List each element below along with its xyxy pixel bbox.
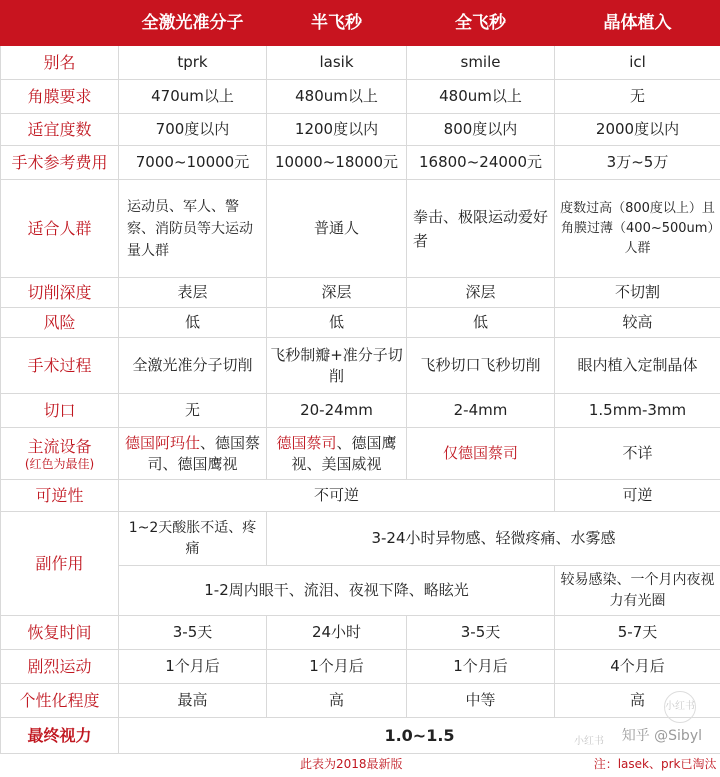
row-label: 个性化程度 [1,684,119,718]
cell: 较高 [555,308,720,338]
row-label [1,428,119,480]
cell: 低 [119,308,267,338]
cell: 4个月后 [555,650,720,684]
cell [267,428,407,480]
row-label: 可逆性 [1,480,119,512]
cell: 24小时 [267,616,407,650]
row-label: 恢复时间 [1,616,119,650]
cell: 470um以上 [119,80,267,114]
cell-merged: 不可逆 [119,480,555,512]
row-alias [1,46,720,80]
header-corner [1,1,119,46]
cell: 20-24mm [267,394,407,428]
cell: 2000度以内 [555,114,720,146]
cell: tprk [119,46,267,80]
cell: 1~2天酸胀不适、疼痛 [119,512,267,566]
cell: 中等 [407,684,555,718]
row-label: 副作用 [1,512,119,616]
row-label: 风险 [1,308,119,338]
cell: 飞秒切口飞秒切削 [407,338,555,394]
cell: 深层 [267,278,407,308]
cell: 低 [267,308,407,338]
cell: 7000~10000元 [119,146,267,180]
row-label: 适宜度数 [1,114,119,146]
cell: 1.5mm-3mm [555,394,720,428]
row-label: 角膜要求 [1,80,119,114]
cell: 高 [555,684,720,718]
row-incision [1,394,720,428]
cell: smile [407,46,555,80]
row-vision [1,718,720,754]
cell: 度数过高（800度以上）且角膜过薄（400~500um）人群 [555,180,720,278]
device-label: 主流设备 [27,436,92,456]
cell: 运动员、军人、警察、消防员等大运动量人群 [119,180,267,278]
row-crowd [1,180,720,278]
cell-merged: 3-24小时异物感、轻微疼痛、水雾感 [267,512,720,566]
watermark-small: 小红书 [574,736,604,747]
watermark-badge: 小红书 [664,691,696,723]
cell [119,428,267,480]
row-custom [1,684,720,718]
row-sport [1,650,720,684]
cell-merged: 1-2周内眼干、流泪、夜视下降、略眩光 [119,566,555,616]
footnote-row [1,754,720,776]
row-device [1,428,720,480]
cell: 全激光准分子切削 [119,338,267,394]
cell: 深层 [407,278,555,308]
cell: 2-4mm [407,394,555,428]
header-smile: 全飞秒 [407,1,555,46]
cell: 3-5天 [119,616,267,650]
cell: 不详 [555,428,720,480]
footnote-right: 注：lasek、prk已淘汰 [593,757,717,772]
footnote-left: 此表为2018最新版 [299,757,403,772]
cell: 1个月后 [119,650,267,684]
row-risk [1,308,720,338]
cell: 800度以内 [407,114,555,146]
cell: 480um以上 [407,80,555,114]
row-label: 手术过程 [1,338,119,394]
row-label: 别名 [1,46,119,80]
cell: 10000~18000元 [267,146,407,180]
cell: 高 [267,684,407,718]
cell: lasik [267,46,407,80]
cell: 眼内植入定制晶体 [555,338,720,394]
cell: 1200度以内 [267,114,407,146]
row-degree [1,114,720,146]
cell: 低 [407,308,555,338]
best-device: 德国阿玛仕 [124,433,200,452]
row-cornea [1,80,720,114]
cell: 3-5天 [407,616,555,650]
row-process [1,338,720,394]
cell: icl [555,46,720,80]
cell: 仅德国蔡司 [407,428,555,480]
cell: 可逆 [555,480,720,512]
row-label: 手术参考费用 [1,146,119,180]
header-icl: 晶体植入 [555,1,720,46]
row-side-1 [1,512,720,566]
device-rest: 、德国鹰视、美国威视 [291,433,397,473]
cell: 拳击、极限运动爱好者 [407,180,555,278]
best-device: 德国蔡司 [276,433,337,452]
header-lasik: 半飞秒 [267,1,407,46]
cell: 普通人 [267,180,407,278]
cell: 最高 [119,684,267,718]
cell-merged: 1.0~1.5 [119,718,720,754]
row-depth [1,278,720,308]
cell: 不切割 [555,278,720,308]
row-label: 适合人群 [1,180,119,278]
row-cost [1,146,720,180]
header-row [1,1,720,46]
cell: 700度以内 [119,114,267,146]
row-label: 切口 [1,394,119,428]
row-label: 最终视力 [1,718,119,754]
device-rest: 、德国蔡司、德国鹰视 [147,433,261,473]
cell: 480um以上 [267,80,407,114]
cell: 表层 [119,278,267,308]
cell: 5-7天 [555,616,720,650]
row-reversible [1,480,720,512]
watermark: 知乎 @Sibyl [621,728,702,744]
cell: 无 [555,80,720,114]
cell: 无 [119,394,267,428]
cell: 较易感染、一个月内夜视力有光圈 [555,566,720,616]
cell: 1个月后 [267,650,407,684]
row-label: 切削深度 [1,278,119,308]
header-tprk: 全激光准分子 [119,1,267,46]
cell: 16800~24000元 [407,146,555,180]
cell: 1个月后 [407,650,555,684]
cell: 3万~5万 [555,146,720,180]
cell: 飞秒制瓣+准分子切削 [267,338,407,394]
row-label: 剧烈运动 [1,650,119,684]
row-recovery [1,616,720,650]
device-sublabel: (红色为最佳) [24,456,95,471]
